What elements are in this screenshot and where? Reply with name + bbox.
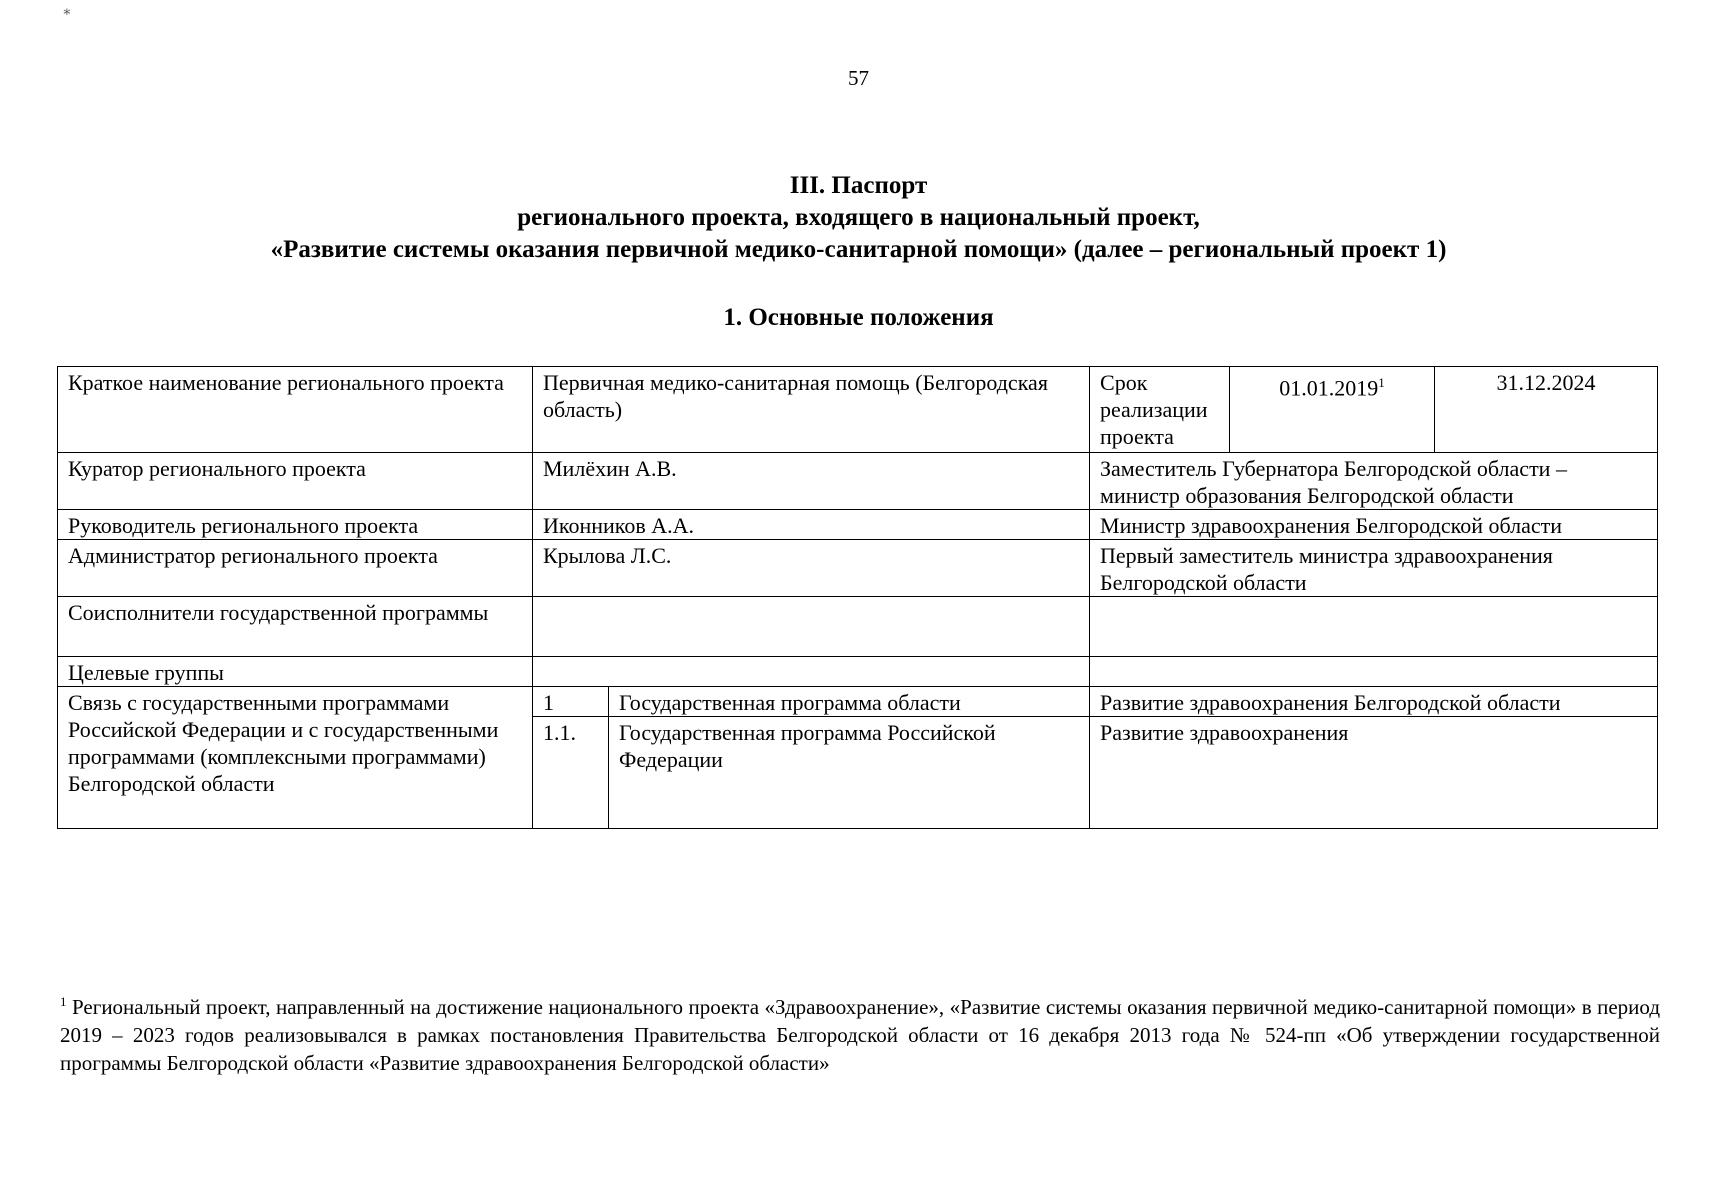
term-label: Срок реализации проекта (1090, 367, 1230, 453)
row-label: Руководитель регионального проекта (58, 510, 533, 540)
curator-position: Заместитель Губернатора Белгородской области – министр образования Белгородской области (1090, 453, 1658, 510)
table-row (58, 453, 1658, 510)
row-label: Администратор регионального проекта (58, 540, 533, 597)
program-name: Развитие здравоохранения Белгородской области (1090, 687, 1658, 717)
row-label: Соисполнители государственной программы (58, 597, 533, 657)
scan-speck: ∗ (62, 5, 72, 20)
co-executors-position (1090, 597, 1658, 657)
start-date-cell (1230, 367, 1435, 453)
table-row (58, 597, 1658, 657)
administrator-position: Первый заместитель министра здравоохранения Белгородской области (1090, 540, 1658, 597)
table-row (58, 687, 1658, 717)
table-row (58, 510, 1658, 540)
start-date: 01.01.2019 (1279, 375, 1379, 401)
document-heading (0, 170, 1717, 266)
end-date: 31.12.2024 (1435, 367, 1658, 453)
head-name: Иконников А.А. (533, 510, 1090, 540)
row-label: Куратор регионального проекта (58, 453, 533, 510)
table-row (58, 540, 1658, 597)
project-short-name: Первичная медико-санитарная помощь (Белгородская область) (533, 367, 1090, 453)
heading-line-2: регионального проекта, входящего в национальный проект, (517, 204, 1200, 231)
program-type: Государственная программа Российской Федерации (609, 717, 1090, 829)
page-number: 57 (848, 66, 869, 90)
footnote-text: Региональный проект, направленный на достижение национального проекта «Здравоохранение», «Развитие системы оказания первичной медико-санитарной помощи» в период 2019 – 2023 годов реализовывался в рамках постановления Правительства Белгородской области от 16 декабря 2013 года № 524-пп «Об утверждении государственной программы Белгородской области «Развитие здравоохранения Белгородской области» (60, 995, 1660, 1075)
target-groups-name (533, 657, 1090, 687)
table-row (58, 657, 1658, 687)
curator-name: Милёхин А.В. (533, 453, 1090, 510)
section-title: 1. Основные положения (723, 304, 994, 331)
program-name: Развитие здравоохранения (1090, 717, 1658, 829)
row-label: Целевые группы (58, 657, 533, 687)
head-position: Министр здравоохранения Белгородской области (1090, 510, 1658, 540)
footnote-marker: 1 (60, 994, 67, 1009)
footnote (60, 988, 1660, 1077)
footnote-ref: 1 (1378, 375, 1385, 390)
table-row (58, 367, 1658, 453)
program-number: 1 (533, 687, 609, 717)
program-type: Государственная программа области (609, 687, 1090, 717)
administrator-name: Крылова Л.С. (533, 540, 1090, 597)
heading-line-1: III. Паспорт (789, 172, 928, 199)
program-number: 1.1. (533, 717, 609, 829)
target-groups-position (1090, 657, 1658, 687)
row-label: Краткое наименование регионального проекта (58, 367, 533, 453)
co-executors-name (533, 597, 1090, 657)
project-passport-table (57, 366, 1658, 829)
heading-line-3: «Развитие системы оказания первичной медико-санитарной помощи» (далее – региональный проект 1) (270, 236, 1447, 263)
row-label: Связь с государственными программами Российской Федерации и с государственными программами (комплексными программами) Белгородской области (58, 687, 533, 829)
